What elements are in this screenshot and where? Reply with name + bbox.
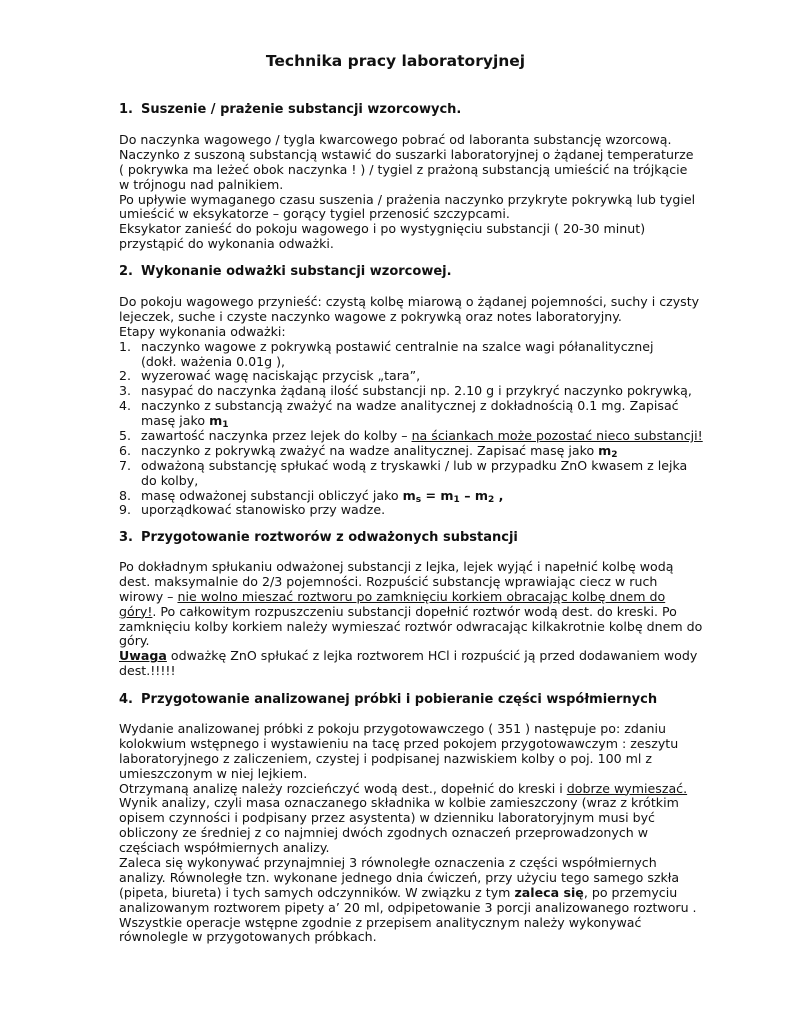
mass-subscript: 1 bbox=[222, 420, 229, 431]
paragraph-line: lejeczek, suche i czyste naczynko wagowe z pokrywką oraz notes laboratoryjny. bbox=[119, 308, 622, 324]
section-number: 2. bbox=[119, 264, 133, 279]
paragraph-line: ( pokrywka ma leżeć obok naczynka ! ) / tygiel z prażoną substancją umieścić na trójkącie bbox=[119, 161, 688, 177]
list-text: wyzerować wagę naciskając przycisk „tara”, bbox=[141, 368, 421, 384]
section-number: 3. bbox=[119, 530, 133, 545]
list-text: naczynko wagowe z pokrywką postawić centralnie na szalce wagi półanalitycznej bbox=[141, 338, 654, 354]
list-text: naczynko z pokrywką zważyć na wadze analitycznej. Zapisać masę jako bbox=[141, 442, 599, 458]
paragraph-line: góry. bbox=[119, 633, 150, 649]
paragraph-line bbox=[119, 605, 699, 620]
list-item bbox=[119, 503, 699, 518]
text-run: odważkę ZnO spłukać z lejka roztworem HCl i rozpuścić ją przed dodawaniem wody bbox=[166, 648, 698, 664]
list-item bbox=[119, 369, 699, 384]
paragraph-line: Do naczynka wagowego / tygla kwarcowego pobrać od laboranta substancję wzorcową. bbox=[119, 132, 672, 147]
paragraph-line: Eksykator zanieść do pokoju wagowego i po wystygnięciu substancji ( 20-30 minut) bbox=[119, 221, 646, 237]
bold-text: zaleca się bbox=[514, 884, 584, 900]
list-item bbox=[119, 340, 699, 355]
text-run: wirowy – bbox=[119, 588, 178, 604]
paragraph-line bbox=[119, 590, 699, 605]
formula-subscript: 2 bbox=[488, 494, 495, 505]
page-title: Technika pracy laboratoryjnej bbox=[265, 52, 526, 70]
paragraph-line: częściach współmiernych analizy. bbox=[119, 840, 330, 856]
paragraph-line: umieszczonym w niej lejkiem. bbox=[119, 765, 308, 781]
list-number: 7. bbox=[119, 457, 132, 473]
list-number: 4. bbox=[119, 398, 132, 414]
paragraph-line: dest. maksymalnie do 2/3 pojemności. Rozpuścić substancję wprawiając ciecz w ruch bbox=[119, 573, 658, 589]
section-number: 4. bbox=[119, 692, 133, 707]
section-title: Przygotowanie analizowanej próbki i pobieranie części współmiernych bbox=[141, 692, 658, 707]
list-number: 1. bbox=[119, 338, 132, 354]
list-text: nasypać do naczynka żądaną ilość substancji np. 2.10 g i przykryć naczynko pokrywką, bbox=[141, 383, 692, 399]
list-item bbox=[119, 459, 699, 474]
section-4-heading bbox=[119, 692, 657, 708]
list-item bbox=[119, 428, 703, 444]
paragraph-line bbox=[119, 886, 699, 901]
list-number: 8. bbox=[119, 487, 132, 503]
paragraph-line bbox=[119, 649, 699, 664]
list-number: 9. bbox=[119, 502, 132, 518]
paragraph-line: dest.!!!!! bbox=[119, 663, 176, 679]
paragraph-line: zamknięciu kolby korkiem należy wymieszać roztwór odwracając kilkakrotnie kolbę dnem do bbox=[119, 618, 703, 634]
list-item-continuation bbox=[119, 414, 699, 429]
list-item-continuation: (dokł. ważenia 0.01g ), bbox=[141, 353, 286, 369]
section-1-body bbox=[119, 133, 699, 252]
formula-part: m bbox=[402, 487, 416, 503]
mass-subscript: 2 bbox=[611, 449, 618, 460]
paragraph-line: opisem czynności i podpisany przez asystenta) w dzienniku laboratoryjnym musi być bbox=[119, 810, 655, 826]
note-label: Uwaga bbox=[119, 648, 167, 664]
paragraph-line bbox=[119, 782, 699, 797]
list-item bbox=[119, 399, 699, 414]
underlined-warning: góry! bbox=[119, 603, 153, 619]
paragraph-line: Wydanie analizowanej próbki z pokoju przygotowawczego ( 351 ) następuje po: zdaniu bbox=[119, 721, 666, 736]
section-3-heading bbox=[119, 530, 518, 546]
underlined-warning: nie wolno mieszać roztworu po zamknięciu korkiem obracając kolbę dnem do bbox=[177, 588, 666, 604]
paragraph-line: Etapy wykonania odważki: bbox=[119, 323, 286, 339]
list-item-continuation: do kolby, bbox=[141, 472, 199, 488]
paragraph-line: Zaleca się wykonywać przynajmniej 3 równoległe oznaczenia z części współmiernych bbox=[119, 855, 657, 871]
section-number: 1. bbox=[119, 102, 133, 117]
formula-part: , bbox=[494, 487, 504, 503]
text-run: Otrzymaną analizę należy rozcieńczyć wodą dest., dopełnić do kreski i bbox=[119, 780, 567, 796]
section-title: Suszenie / prażenie substancji wzorcowych. bbox=[141, 102, 462, 117]
list-text: uporządkować stanowisko przy wadze. bbox=[141, 502, 386, 518]
formula-subscript: s bbox=[415, 494, 422, 505]
paragraph-line: Po dokładnym spłukaniu odważonej substancji z lejka, lejek wyjąć i napełnić kolbę wodą bbox=[119, 559, 674, 574]
list-item bbox=[119, 444, 699, 459]
list-text: masę odważonej substancji obliczyć jako bbox=[141, 487, 403, 503]
formula-subscript: 1 bbox=[453, 494, 460, 505]
list-number: 6. bbox=[119, 442, 132, 458]
list-number: 2. bbox=[119, 368, 132, 384]
list-text: odważoną substancję spłukać wodą z tryskawki / lub w przypadku ZnO kwasem z lejka bbox=[141, 457, 688, 473]
paragraph-line: laboratoryjnego z zaliczeniem, czystej i podpisanej nazwiskiem kolby o poj. 100 ml z bbox=[119, 750, 652, 766]
list-text: zawartość naczynka przez lejek do kolby – bbox=[141, 428, 412, 444]
mass-formula bbox=[403, 488, 504, 503]
text-run: . Po całkowitym rozpuszczeniu substancji dopełnić roztwór wodą dest. do kreski. Po bbox=[152, 603, 677, 619]
list-number: 3. bbox=[119, 383, 132, 399]
list-item bbox=[119, 384, 699, 399]
section-title: Przygotowanie roztworów z odważonych substancji bbox=[141, 530, 518, 545]
text-run: (pipeta, biureta) i tych samych odczynników. W związku z tym bbox=[119, 884, 515, 900]
paragraph-line: równolegle w przygotowanych próbkach. bbox=[119, 929, 377, 945]
paragraph-line: kolokwium wstępnego i wystawieniu na tacę przed pokojem przygotowawczym : zeszytu bbox=[119, 735, 679, 751]
paragraph-line: Naczynko z suszoną substancją wstawić do suszarki laboratoryjnej o żądanej temperaturze bbox=[119, 146, 694, 162]
mass-symbol: m bbox=[598, 442, 612, 458]
section-2-body bbox=[119, 294, 703, 518]
paragraph-line: Do pokoju wagowego przynieść: czystą kolbę miarową o żądanej pojemności, suchy i czysty bbox=[119, 294, 700, 309]
formula-part: = m bbox=[421, 487, 454, 503]
text-run: , po przemyciu bbox=[583, 884, 678, 900]
list-item bbox=[119, 489, 699, 504]
section-2-heading bbox=[119, 264, 452, 280]
section-4-body bbox=[119, 722, 699, 945]
paragraph-line: Wszystkie operacje wstępne zgodnie z przepisem analitycznym należy wykonywać bbox=[119, 914, 642, 930]
paragraph-line: przystąpić do wykonania odważki. bbox=[119, 236, 334, 252]
list-text: naczynko z substancją zważyć na wadze analitycznej z dokładnością 0.1 mg. Zapisać bbox=[141, 398, 679, 414]
paragraph-line: obliczony ze średniej z co najmniej dwóch zgodnych oznaczeń przeprowadzonych w bbox=[119, 825, 649, 841]
paragraph-line: umieścić w eksykatorze – gorący tygiel przenosić szczypcami. bbox=[119, 206, 510, 222]
paragraph-line: analizowanym roztworem pipety a’ 20 ml, odpipetowanie 3 porcji analizowanego roztworu . bbox=[119, 899, 697, 915]
section-title: Wykonanie odważki substancji wzorcowej. bbox=[141, 264, 452, 279]
section-3-body bbox=[119, 559, 703, 679]
paragraph-line: Po upływie wymaganego czasu suszenia / prażenia naczynko przykryte pokrywką lub tygiel bbox=[119, 191, 696, 207]
formula-part: – m bbox=[459, 487, 489, 503]
list-text: masę jako bbox=[141, 413, 210, 429]
underlined-text: dobrze wymieszać. bbox=[566, 780, 688, 796]
section-1-heading bbox=[119, 102, 461, 118]
list-number: 5. bbox=[119, 428, 132, 444]
paragraph-line: Wynik analizy, czyli masa oznaczanego składnika w kolbie zamieszczony (wraz z krótkim bbox=[119, 795, 679, 811]
paragraph-line: analizy. Równoległe tzn. wykonane jednego dnia ćwiczeń, przy użyciu tego samego szkła bbox=[119, 869, 680, 885]
mass-symbol: m bbox=[209, 413, 223, 429]
paragraph-line: w trójnogu nad palnikiem. bbox=[119, 176, 284, 192]
underlined-warning: na ściankach może pozostać nieco substancji! bbox=[411, 428, 703, 444]
